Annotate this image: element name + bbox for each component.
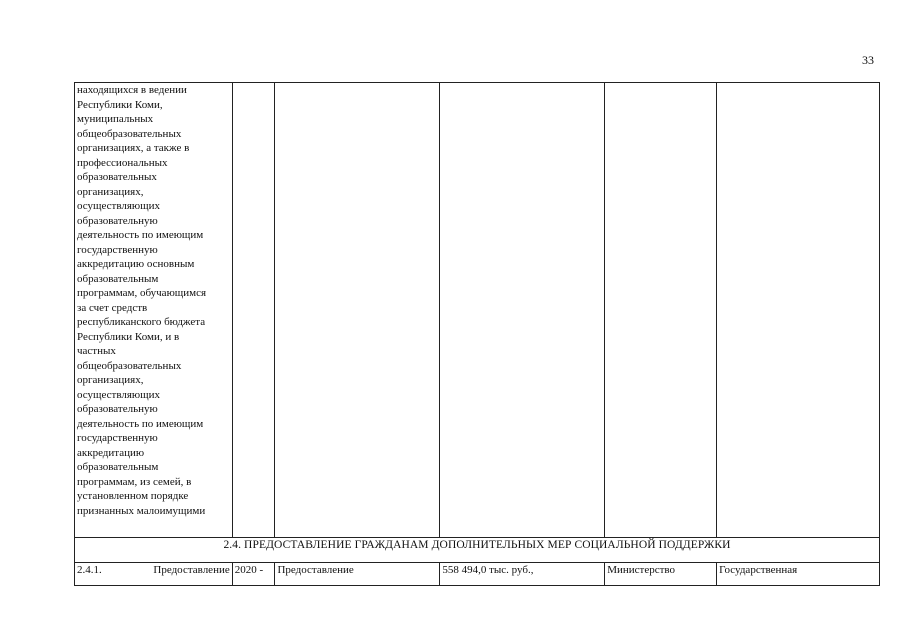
description-line: аккредитацию bbox=[77, 446, 145, 459]
description-line: за счет средств bbox=[77, 301, 148, 314]
description-line: частных bbox=[77, 345, 116, 357]
description-line: Республики Коми, bbox=[77, 98, 163, 111]
description-line: государственную bbox=[77, 432, 158, 444]
measure-cell: Предоставление bbox=[275, 563, 440, 586]
description-line: осуществляющих bbox=[77, 388, 160, 401]
description-line: Республики Коми, и в bbox=[77, 330, 180, 343]
description-line: образовательных bbox=[77, 171, 157, 183]
description-cell bbox=[75, 83, 233, 538]
type-cell: Государственная bbox=[717, 563, 880, 586]
description-line: организациях, bbox=[77, 185, 144, 198]
description-line: образовательным bbox=[77, 272, 159, 285]
description-line: установленном порядке bbox=[77, 490, 189, 502]
description-line: муниципальных bbox=[77, 113, 154, 125]
item-number: 2.4.1. bbox=[77, 564, 102, 576]
description-line: образовательную bbox=[77, 403, 158, 415]
empty-cell bbox=[605, 83, 717, 538]
description-line: республиканского бюджета bbox=[77, 316, 206, 328]
description-line: находящихся в ведении bbox=[77, 84, 187, 96]
period-cell: 2020 - bbox=[232, 563, 275, 586]
funding-cell: 558 494,0 тыс. руб., bbox=[440, 563, 605, 586]
description-line: образовательным bbox=[77, 461, 159, 473]
executor-cell: Министерство bbox=[605, 563, 717, 586]
table-row bbox=[75, 83, 880, 538]
empty-cell bbox=[232, 83, 275, 538]
document-table bbox=[74, 82, 880, 586]
empty-cell bbox=[275, 83, 440, 538]
description-line: общеобразовательных bbox=[77, 359, 182, 372]
description-line: профессиональных bbox=[77, 156, 168, 169]
description-line: осуществляющих bbox=[77, 200, 160, 212]
description-line: общеобразовательных bbox=[77, 127, 182, 140]
empty-cell bbox=[717, 83, 880, 538]
description-line: организациях, bbox=[77, 374, 144, 386]
empty-cell bbox=[440, 83, 605, 538]
description-line: образовательную bbox=[77, 214, 158, 227]
section-heading: 2.4. ПРЕДОСТАВЛЕНИЕ ГРАЖДАНАМ ДОПОЛНИТЕЛЬНЫХ МЕР СОЦИАЛЬНОЙ ПОДДЕРЖКИ bbox=[75, 538, 880, 563]
section-row bbox=[75, 538, 880, 563]
description-line: организациях, а также в bbox=[77, 142, 190, 154]
description-line: государственную bbox=[77, 243, 158, 256]
description-line: программам, из семей, в bbox=[77, 475, 192, 488]
description-line: программам, обучающимся bbox=[77, 287, 207, 299]
description-line: признанных малоимущими bbox=[77, 504, 206, 517]
item-cell bbox=[75, 563, 233, 586]
description-line: деятельность по имеющим bbox=[77, 229, 204, 241]
item-title: Предоставление bbox=[153, 564, 230, 576]
table-row bbox=[75, 563, 880, 586]
page-number: 33 bbox=[862, 53, 874, 67]
description-line: аккредитацию основным bbox=[77, 258, 195, 270]
description-line: деятельность по имеющим bbox=[77, 417, 204, 430]
